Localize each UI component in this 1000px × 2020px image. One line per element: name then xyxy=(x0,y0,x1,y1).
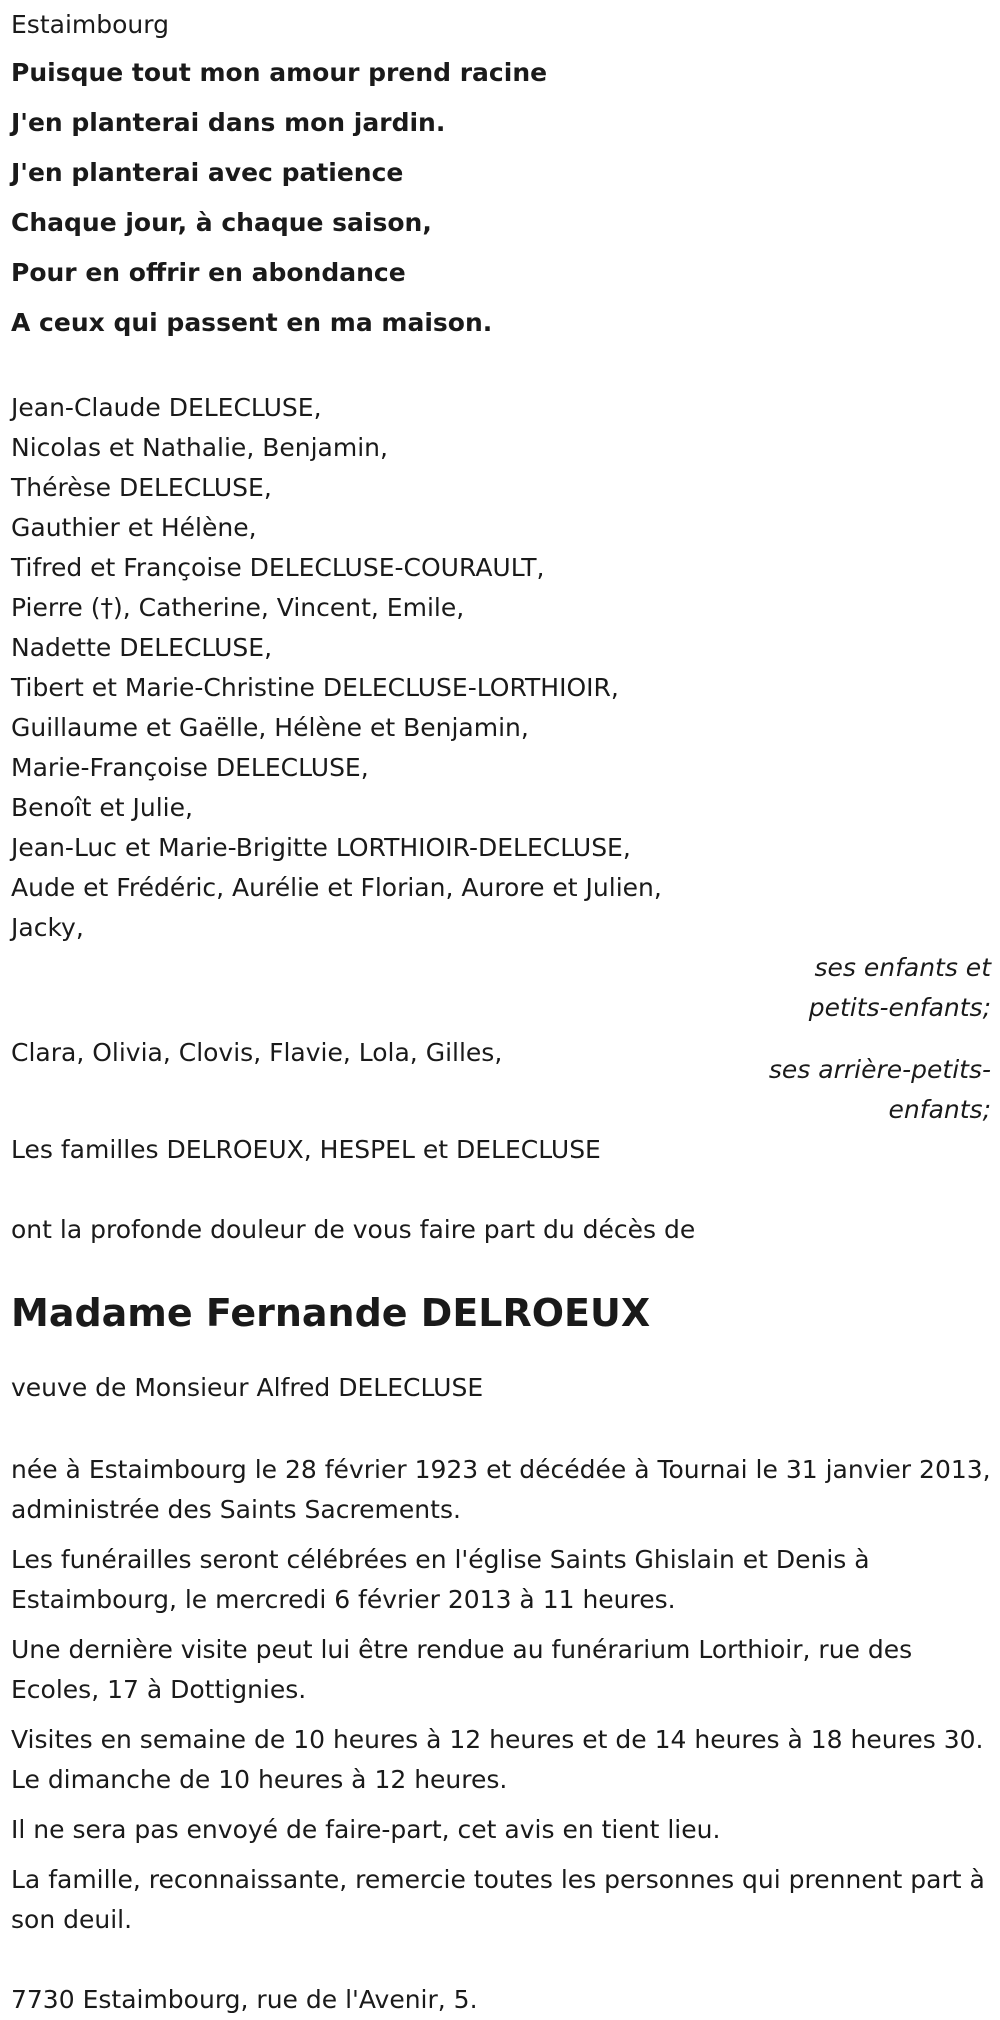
family-member: Nicolas et Nathalie, Benjamin, xyxy=(11,433,388,462)
extended-families: Les familles DELROEUX, HESPEL et DELECLUSE xyxy=(11,1135,601,1164)
funeral-paragraph: Les funérailles seront célébrées en l'église Saints Ghislain et Denis à Estaimbourg, le mercredi 6 février 2013 à 11 heures. xyxy=(11,1545,870,1614)
thanks-paragraph: La famille, reconnaissante, remercie toutes les personnes qui prennent part à son deuil. xyxy=(11,1865,985,1934)
deceased-name: Madame Fernande DELROEUX xyxy=(11,1291,651,1335)
poem-line: J'en planterai dans mon jardin. xyxy=(11,108,446,137)
family-member: Benoît et Julie, xyxy=(11,793,193,822)
poem-line: A ceux qui passent en ma maison. xyxy=(11,308,493,337)
address: 7730 Estaimbourg, rue de l'Avenir, 5. xyxy=(11,1985,478,2014)
birth-death-paragraph: née à Estaimbourg le 28 février 1923 et décédée à Tournai le 31 janvier 2013, administrée des Saints Sacrements. xyxy=(11,1455,991,1524)
family-member: Jacky, xyxy=(11,913,84,942)
poem-line: Puisque tout mon amour prend racine xyxy=(11,58,548,87)
family-member: Guillaume et Gaëlle, Hélène et Benjamin, xyxy=(11,713,529,742)
family-member: Nadette DELECLUSE, xyxy=(11,633,273,662)
poem-line: Pour en offrir en abondance xyxy=(11,258,406,287)
visit-paragraph: Une dernière visite peut lui être rendue au funérarium Lorthioir, rue des Ecoles, 17 à Dottignies. xyxy=(11,1635,913,1704)
family-member: Jean-Claude DELECLUSE, xyxy=(11,393,322,422)
family-member: Marie-Françoise DELECLUSE, xyxy=(11,753,369,782)
announcement-intro: ont la profonde douleur de vous faire part du décès de xyxy=(11,1215,696,1244)
poem xyxy=(11,48,991,348)
great-grandchildren-role-label: ses arrière-petits- xyxy=(768,1055,991,1084)
family-member: Tifred et Françoise DELECLUSE-COURAULT, xyxy=(11,553,545,582)
details xyxy=(11,1450,991,1940)
visiting-hours-paragraph: Visites en semaine de 10 heures à 12 heures et de 14 heures à 18 heures 30. Le dimanche de 10 heures à 12 heures. xyxy=(11,1725,984,1794)
family-member: Tibert et Marie-Christine DELECLUSE-LORTHIOIR, xyxy=(11,673,619,702)
no-notice-paragraph: Il ne sera pas envoyé de faire-part, cet avis en tient lieu. xyxy=(11,1815,721,1844)
great-grandchildren-row xyxy=(11,1038,991,1130)
widow-of: veuve de Monsieur Alfred DELECLUSE xyxy=(11,1373,484,1402)
great-grandchildren-role-label: enfants; xyxy=(888,1095,991,1124)
family-member: Gauthier et Hélène, xyxy=(11,513,257,542)
family-member: Thérèse DELECLUSE, xyxy=(11,473,272,502)
family-list xyxy=(11,388,991,1170)
family-member: Jean-Luc et Marie-Brigitte LORTHIOIR-DELECLUSE, xyxy=(11,833,631,862)
family-member: Pierre (†), Catherine, Vincent, Emile, xyxy=(11,593,465,622)
great-grandchildren-names: Clara, Olivia, Clovis, Flavie, Lola, Gilles, xyxy=(11,1038,503,1067)
poem-line: J'en planterai avec patience xyxy=(11,158,404,187)
family-member: Aude et Frédéric, Aurélie et Florian, Aurore et Julien, xyxy=(11,873,662,902)
city-heading: Estaimbourg xyxy=(11,10,169,39)
children-role-label: petits-enfants; xyxy=(808,993,991,1022)
children-role-label: ses enfants et xyxy=(814,953,991,982)
obituary-page xyxy=(11,10,991,2020)
poem-line: Chaque jour, à chaque saison, xyxy=(11,208,432,237)
